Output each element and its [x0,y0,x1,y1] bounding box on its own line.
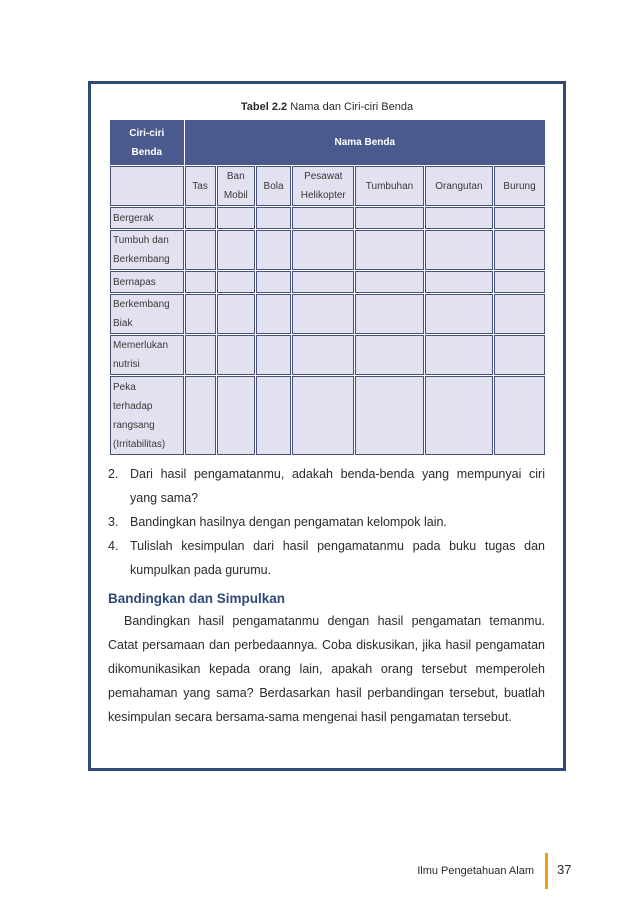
row-label-line: terhadap [113,400,153,412]
table-cell [217,335,255,375]
table-cell [494,207,545,229]
table-cell [256,294,291,334]
column-header [292,166,354,206]
table-cell [256,335,291,375]
observation-table [109,119,546,456]
table-cell [355,376,423,455]
table-cell [292,335,354,375]
column-header [425,166,493,206]
table-cell [355,271,423,293]
column-header-line: Helikopter [300,190,346,201]
column-header-line: Burung [503,180,536,192]
table-cell [425,294,493,334]
table-row [110,376,545,455]
row-label [110,207,184,229]
table-cell [217,230,255,270]
table-cell [425,271,493,293]
table-cell [494,271,545,293]
table-subheader-row [110,166,545,206]
table-cell [217,376,255,455]
table-cell [425,376,493,455]
table-cell [256,271,291,293]
column-header-line: Ban [226,171,245,182]
table-cell [256,376,291,455]
table-cell [185,271,216,293]
row-label [110,271,184,293]
table-cell [185,230,216,270]
table-caption [91,101,563,113]
row-label [110,230,184,270]
list-item-text: Dari hasil pengamatanmu, adakah benda-benda yang mempunyai ciri yang sama? [130,467,545,505]
column-header [256,166,291,206]
table-cell [185,376,216,455]
list-item-number: 3. [108,515,119,529]
row-label-line: (Irritabilitas) [113,438,166,450]
table-cell [185,207,216,229]
column-header-line: Bola [263,180,284,192]
column-header-line: Tumbuhan [365,180,414,192]
section-heading: Bandingkan dan Simpulkan [108,591,286,606]
row-label-line: Peka [113,381,136,393]
column-header [355,166,423,206]
table-cell [292,271,354,293]
table-cell [185,294,216,334]
column-header-line: Tas [192,180,208,192]
row-label-line: Berkembang [113,299,170,310]
table-header-row [110,120,545,165]
header-nama-benda [185,120,545,165]
table-caption-text: Nama dan Ciri-ciri Benda [287,101,414,113]
table-row [110,335,545,375]
list-item-number: 4. [108,539,119,553]
table-cell [355,230,423,270]
table-cell [292,207,354,229]
header-ciri-ciri-benda-line: Ciri-ciri [129,127,165,139]
column-header [217,166,255,206]
table-cell [217,294,255,334]
table-cell [256,207,291,229]
row-label-line: Bergerak [113,212,154,224]
question-list [108,462,545,582]
table-cell [425,335,493,375]
table-cell [425,230,493,270]
column-header [494,166,545,206]
row-label [110,294,184,334]
table-cell [217,271,255,293]
table-row [110,271,545,293]
row-label [110,335,184,375]
subheader-blank [110,166,184,206]
table-cell [292,294,354,334]
table-cell [256,230,291,270]
header-ciri-ciri-benda [110,120,184,165]
row-label [110,376,184,455]
header-nama-benda-line: Nama Benda [334,137,396,148]
section-paragraph: Bandingkan hasil pengamatanmu dengan hasil pengamatan temanmu. Catat persamaan dan perbedaannya. Coba diskusikan, jika hasil pengamatan dikomunikasikan kepada orang lain, apakah orang tersebut memperoleh pemahaman yang sama? Berdasarkan hasil perbandingan tersebut, buatlah kesimpulan secara bersama-sama mengenai hasil pengamatan tersebut. [108,614,545,724]
table-row [110,230,545,270]
table-cell [494,294,545,334]
row-label-line: Berkembang [113,254,170,265]
footer-book-title: Ilmu Pengetahuan Alam [417,865,534,877]
footer-accent-bar [545,853,548,889]
table-cell [292,376,354,455]
list-item [108,510,545,534]
row-label-line: nutrisi [113,359,140,370]
table-row [110,294,545,334]
list-item-text: Tulislah kesimpulan dari hasil pengamatanmu pada buku tugas dan kumpulkan pada gurumu. [130,539,545,577]
list-item-text: Bandingkan hasilnya dengan pengamatan kelompok lain. [130,515,447,529]
table-cell [425,207,493,229]
column-header [185,166,216,206]
column-header-line: Mobil [223,190,248,201]
row-label-line: Tumbuh dan [113,235,169,246]
table-caption-number: Tabel 2.2 [240,101,288,113]
column-header-line: Orangutan [435,180,483,192]
table-cell [494,376,545,455]
list-item [108,462,545,510]
table-cell [217,207,255,229]
header-ciri-ciri-benda-line: Benda [131,146,163,158]
list-item [108,534,545,582]
table-cell [185,335,216,375]
table-row [110,207,545,229]
table-cell [355,294,423,334]
table-cell [355,335,423,375]
table-cell [494,335,545,375]
table-cell [355,207,423,229]
column-header-line: Pesawat [304,171,343,182]
table-cell [494,230,545,270]
list-item-number: 2. [108,467,119,481]
page-number: 37 [557,862,572,877]
row-label-line: rangsang [113,419,155,431]
row-label-line: Biak [113,318,133,329]
row-label-line: Memerlukan [113,340,169,351]
row-label-line: Bernapas [113,276,156,288]
table-cell [292,230,354,270]
